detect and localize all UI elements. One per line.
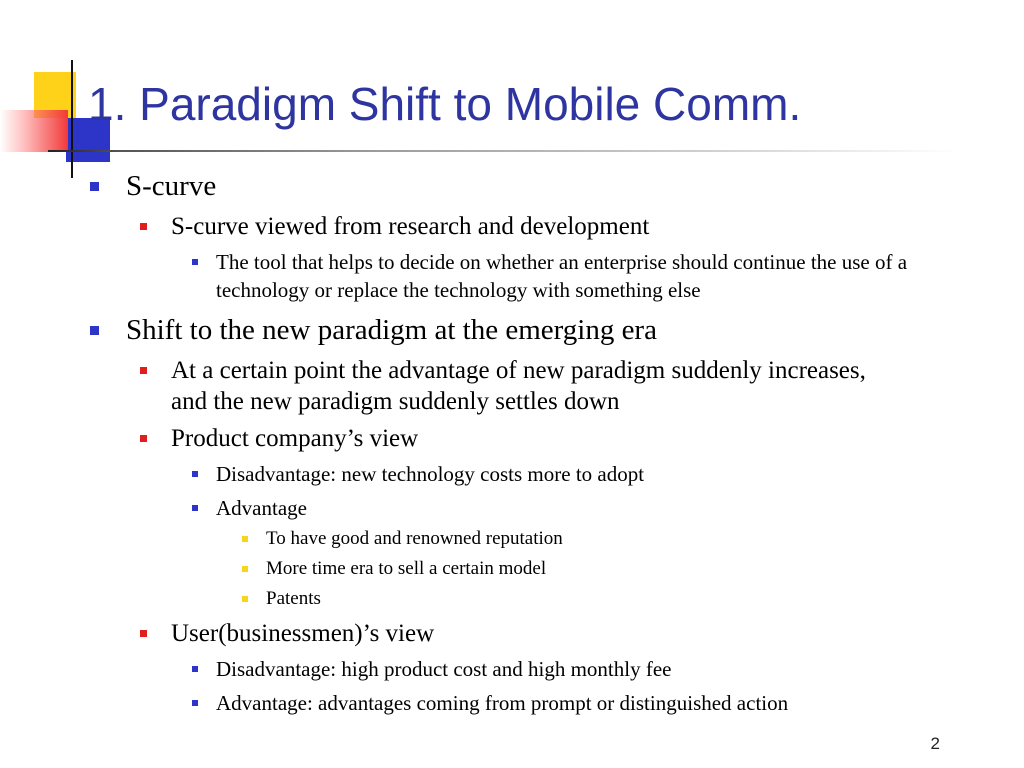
bullet-text: Advantage: advantages coming from prompt or distinguished action	[216, 691, 789, 715]
title-underline	[48, 150, 960, 152]
bullet-text: To have good and renowned reputation	[266, 528, 563, 549]
square-bullet-icon	[192, 259, 198, 265]
bullet-text: Patents	[266, 588, 321, 609]
page-number: 2	[930, 734, 940, 753]
bullet-level2	[171, 355, 891, 417]
bullet-level4	[266, 527, 563, 551]
bullet-text: S-curve viewed from research and development	[171, 213, 650, 240]
square-bullet-icon	[192, 471, 198, 477]
bullet-level4	[266, 557, 546, 581]
slide-title: 1. Paradigm Shift to Mobile Comm.	[88, 78, 802, 130]
bullet-level1	[126, 314, 657, 346]
square-bullet-icon	[140, 435, 147, 442]
square-bullet-icon	[192, 666, 198, 672]
bullet-level2	[171, 211, 891, 242]
bullet-level3	[216, 655, 956, 683]
square-bullet-icon	[242, 596, 248, 602]
square-bullet-icon	[242, 536, 248, 542]
bullet-level3	[216, 689, 956, 717]
bullet-level3	[216, 494, 956, 522]
bullet-level3	[216, 248, 956, 304]
square-bullet-icon	[140, 630, 147, 637]
square-bullet-icon	[90, 182, 99, 191]
square-bullet-icon	[192, 700, 198, 706]
bullet-text: At a certain point the advantage of new paradigm suddenly increases, and the new paradigm suddenly settles down	[171, 357, 866, 415]
bullet-text: Disadvantage: new technology costs more to adopt	[216, 462, 645, 486]
bullet-level3	[216, 460, 956, 488]
square-bullet-icon	[192, 505, 198, 511]
bullet-text: Shift to the new paradigm at the emerging era	[126, 314, 657, 346]
bullet-text: User(businessmen)’s view	[171, 620, 435, 647]
square-bullet-icon	[140, 367, 147, 374]
decor-vertical-line	[71, 60, 73, 178]
bullet-level2	[171, 618, 891, 649]
bullet-level4	[266, 587, 321, 611]
bullet-text: S-curve	[126, 170, 217, 202]
square-bullet-icon	[90, 326, 99, 335]
bullet-text: More time era to sell a certain model	[266, 558, 547, 579]
decor-red-gradient-bar	[0, 110, 68, 152]
bullet-level2	[171, 423, 891, 454]
bullet-text: The tool that helps to decide on whether an enterprise should continue the use of a technology or replace the technology with something else	[216, 250, 908, 302]
bullet-level1	[126, 170, 216, 202]
square-bullet-icon	[140, 223, 147, 230]
square-bullet-icon	[242, 566, 248, 572]
bullet-text: Disadvantage: high product cost and high monthly fee	[216, 657, 672, 681]
bullet-text: Advantage	[216, 496, 307, 520]
bullet-text: Product company’s view	[171, 425, 419, 452]
